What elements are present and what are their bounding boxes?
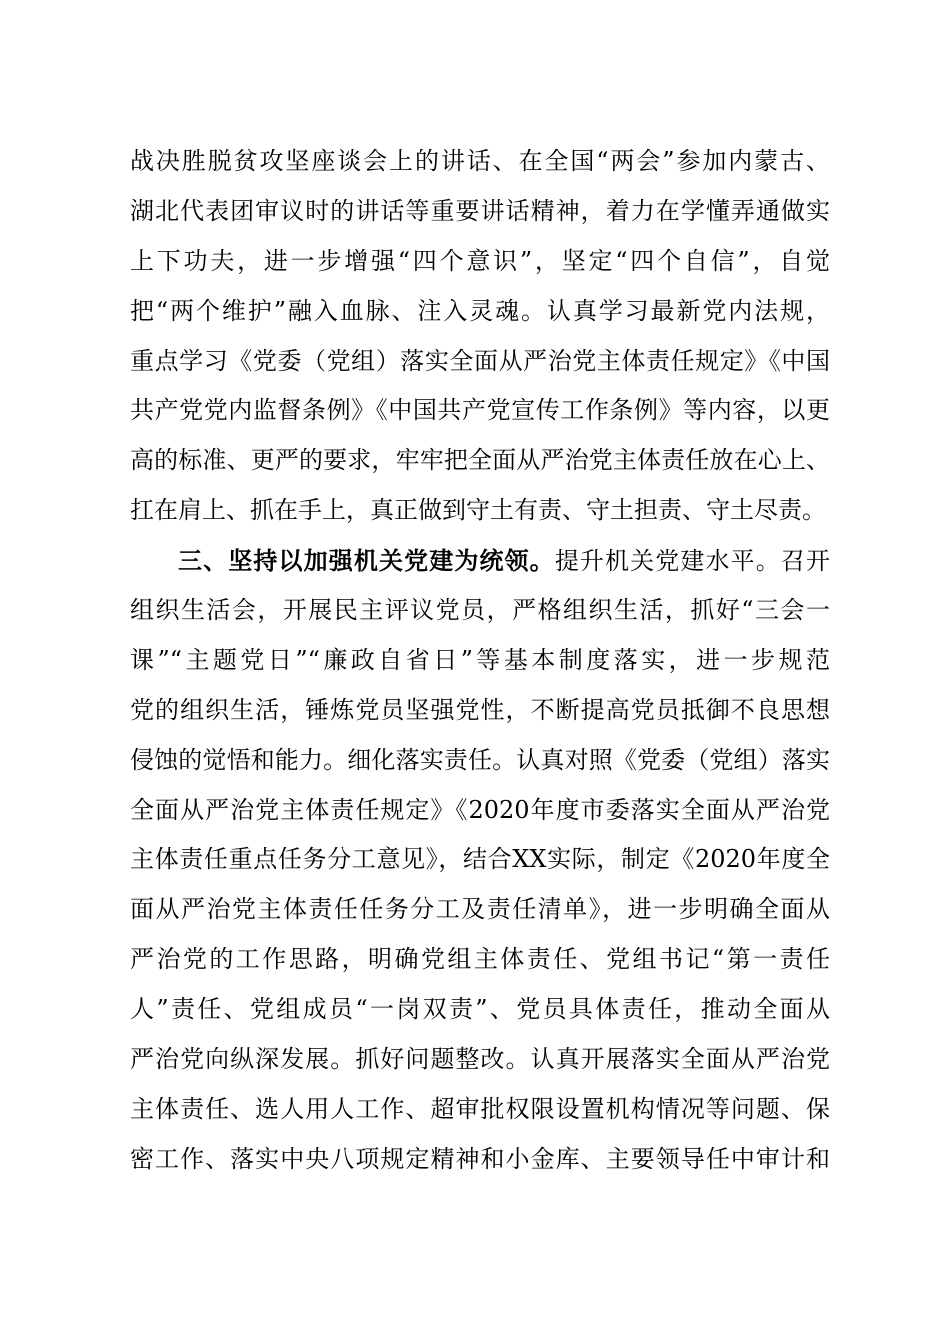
paragraph-line: 面从严治党主体责任任务分工及责任清单》，进一步明确全面从	[130, 895, 830, 924]
paragraph-line: 主体责任重点任务分工意见》，结合XX实际，制定《2020年度全	[130, 845, 830, 874]
body-text	[130, 137, 830, 1185]
paragraph-line: 湖北代表团审议时的讲话等重要讲话精神，着力在学懂弄通做实	[130, 196, 830, 225]
paragraph-line: 密工作、落实中央八项规定精神和小金库、主要领导任中审计和	[130, 1144, 830, 1173]
paragraph-line: 人”责任、党组成员“一岗双责”、党员具体责任，推动全面从	[130, 995, 830, 1024]
paragraph-line: 侵蚀的觉悟和能力。细化落实责任。认真对照《党委（党组）落实	[130, 745, 830, 774]
paragraph-line-start: 提升机关党建水平。召开	[554, 547, 831, 576]
section-heading-line	[130, 536, 830, 586]
paragraph-line: 扛在肩上、抓在手上，真正做到守土有责、守土担责、守土尽责。	[130, 496, 826, 525]
paragraph-line: 共产党党内监督条例》《中国共产党宣传工作条例》等内容，以更	[130, 396, 830, 425]
paragraph-line: 严治党向纵深发展。抓好问题整改。认真开展落实全面从严治党	[130, 1045, 830, 1074]
section-heading: 三、坚持以加强机关党建为统领。	[178, 546, 555, 576]
paragraph-line: 上下功夫，进一步增强“四个意识”，坚定“四个自信”，自觉	[130, 246, 830, 275]
paragraph-line: 战决胜脱贫攻坚座谈会上的讲话、在全国“两会”参加内蒙古、	[130, 147, 830, 175]
paragraph-line: 党的组织生活，锤炼党员坚强党性，不断提高党员抵御不良思想	[130, 695, 830, 724]
paragraph-line: 高的标准、更严的要求，牢牢把全面从严治党主体责任放在心上、	[130, 446, 830, 475]
paragraph-line: 主体责任、选人用人工作、超审批权限设置机构情况等问题、保	[130, 1094, 830, 1123]
paragraph-line: 重点学习《党委（党组）落实全面从严治党主体责任规定》《中国	[130, 346, 830, 375]
paragraph-line: 全面从严治党主体责任规定》《2020年度市委落实全面从严治党	[130, 795, 830, 824]
paragraph-line: 把“两个维护”融入血脉、注入灵魂。认真学习最新党内法规，	[130, 296, 830, 325]
paragraph-line: 组织生活会，开展民主评议党员，严格组织生活，抓好“三会一	[130, 596, 830, 625]
paragraph-line: 严治党的工作思路，明确党组主体责任、党组书记“第一责任	[130, 945, 830, 974]
paragraph-line: 课”“主题党日”“廉政自省日”等基本制度落实，进一步规范	[130, 645, 830, 674]
